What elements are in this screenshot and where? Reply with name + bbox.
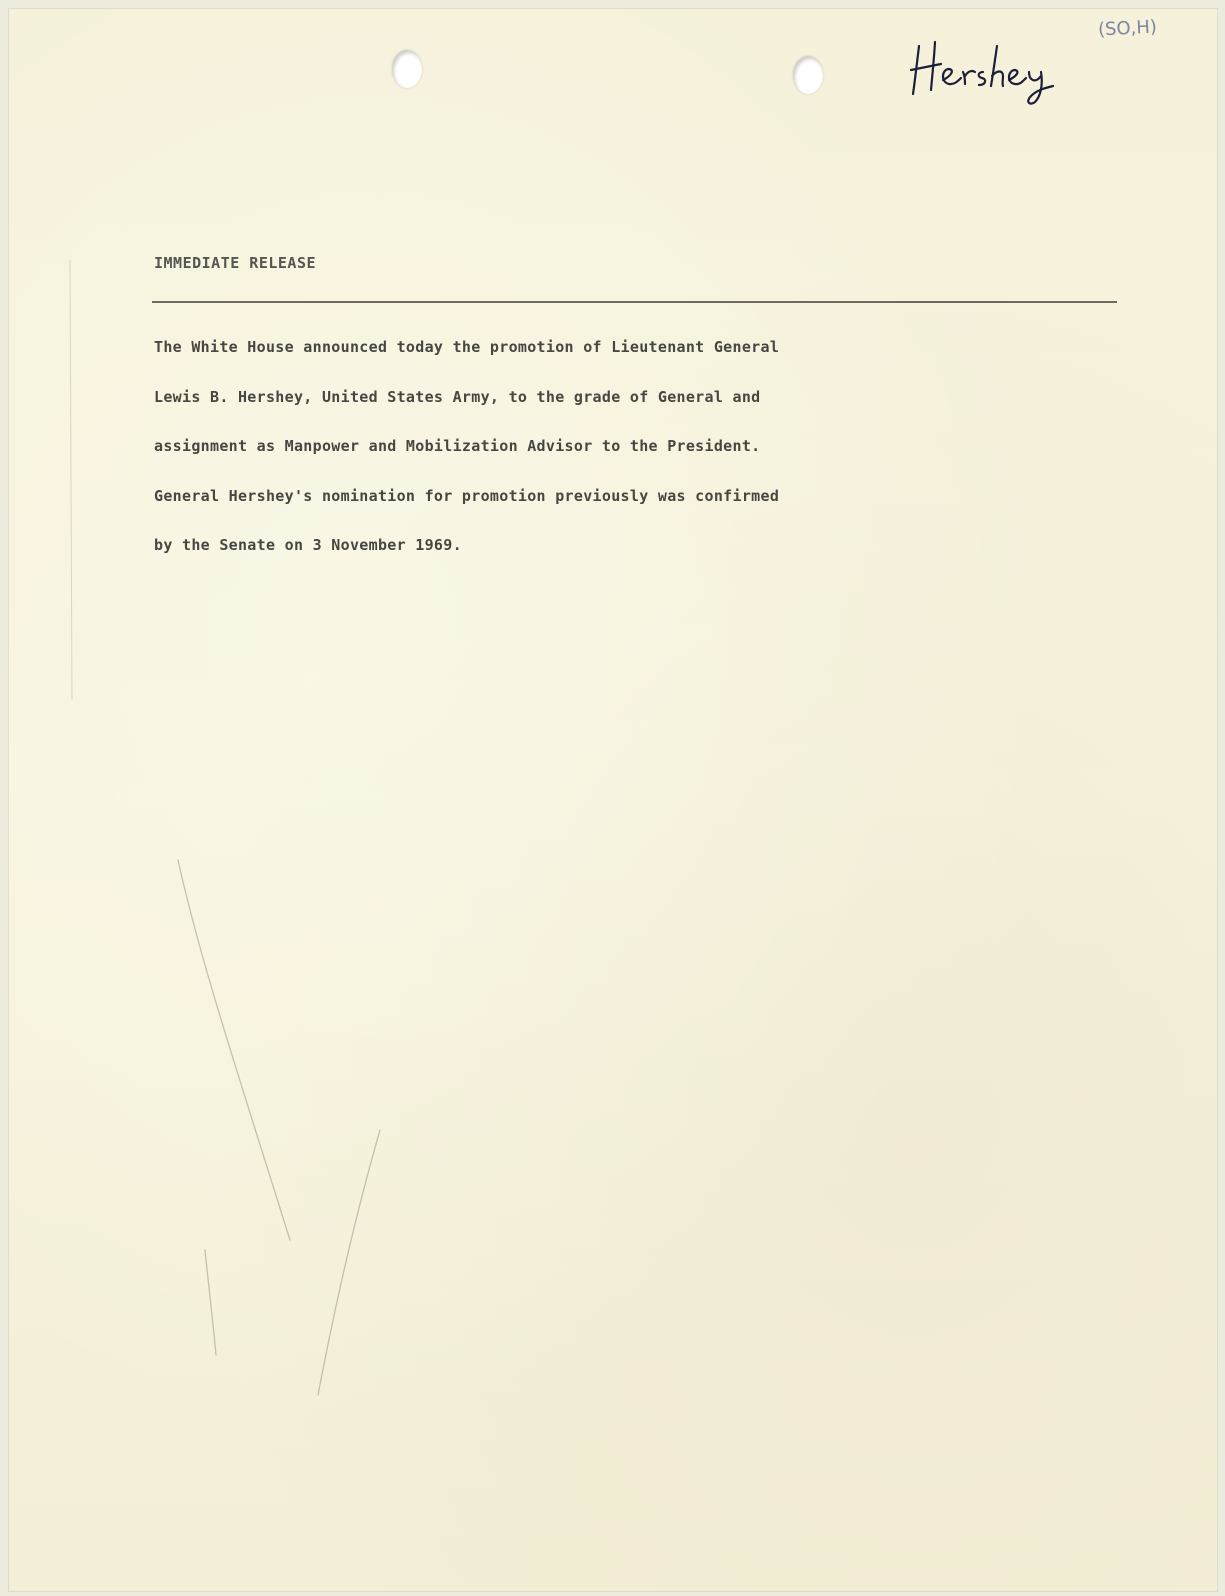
body-line: by the Senate on 3 November 1969. [154,536,462,554]
body-line: General Hershey's nomination for promotion previously was confirmed [154,486,780,505]
pencil-annotation: (SO,H) [1097,16,1158,41]
pencil-stroke [205,1250,216,1355]
paper-crease [70,260,72,700]
body-line: Lewis B. Hershey, United States Army, to the grade of General and [154,387,761,406]
pencil-stroke [318,1130,380,1395]
body-line: assignment as Manpower and Mobilization Advisor to the President. [154,437,761,455]
pencil-stroke [178,860,290,1240]
body-line: The White House announced today the promotion of Lieutenant General [154,338,780,356]
release-heading: IMMEDIATE RELEASE [154,254,317,272]
